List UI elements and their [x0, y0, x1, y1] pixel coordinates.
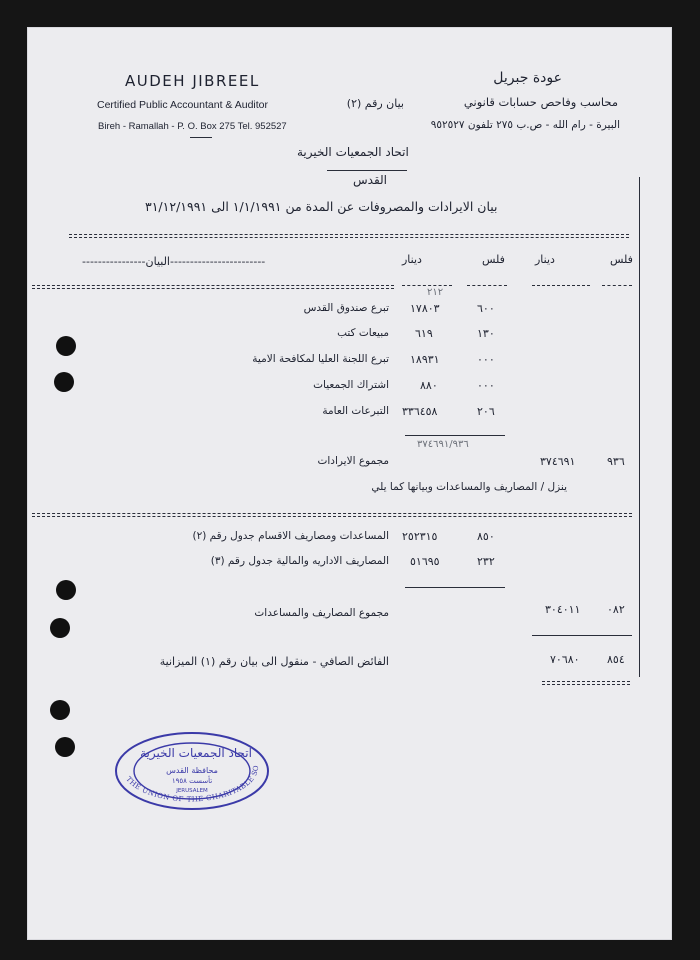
- name-ar: عودة جبريل: [493, 70, 562, 86]
- binder-hole: [50, 618, 70, 638]
- title-en: Certified Public Accountant & Auditor: [97, 99, 269, 111]
- binder-hole: [55, 737, 75, 757]
- document-page: AUDEH JIBREEL Certified Public Accountant & Auditor Bireh - Ramallah - P. O. Box 275 Tel. 952527 عودة جبريل محاسب وفاحص حسابات قانوني البيرة - رام الله - ص.ب ٢٧٥ تلفون ٩٥٢٥٢٧ بيان رقم (٢) اتحاد الجمعيات الخيرية القدس بيان الايرادات والمصروفات عن المدة من ١/١/١٩٩١ الى ٣١/١٢/١٩٩١ ------------------------البيان---------------- دينار فلس دينار فلس ٢١٢ تبرع صندوق القدس ١٧٨٠٣ ٦٠٠ مبيعات كتب ٦١٩ ١٣٠ تبرع اللجنة العليا لمكافحة الامية ١٨٩٣١ ٠٠٠ اشتراك الجمعيات ٨٨٠ ٠٠٠ التبرعات العامة ٣٣٦٤٥٨ ٢٠٦ ٣٧٤٦٩١/٩٣٦ مجموع الايرادات ٣٧٤٦٩١ ٩٣٦ ينزل / المصاريف والمساعدات وبيانها كما يلي المساعدات ومصاريف الاقسام جدول رقم (٢) ٢٥٢٣١٥ ٨٥٠ المصاريف الاداريه والمالية جدول رقم (٣) ٥١٦٩٥ ٢٣٢ مجموع المصاريف والمساعدات ٣٠٤٠١١ ٠٨٢ الفائض الصافي - منقول الى بيان رقم (١) الميزانية ٧٠٦٨٠ ٨٥٤ THE UNION OF THE CHARITABLE SO اتحاد الجمعيات الخيرية محافظة القدس تأسست ١٩٥٨ JERUSALEM: [27, 27, 672, 940]
- svg-text:اتحاد الجمعيات الخيرية: اتحاد الجمعيات الخيرية: [140, 746, 252, 760]
- org-heading: اتحاد الجمعيات الخيرية: [297, 145, 409, 159]
- binder-hole: [50, 700, 70, 720]
- address-ar: البيرة - رام الله - ص.ب ٢٧٥ تلفون ٩٥٢٥٢٧: [430, 119, 620, 131]
- society-stamp: [112, 727, 272, 821]
- name-en: AUDEH JIBREEL: [125, 72, 260, 90]
- svg-text:JERUSALEM: JERUSALEM: [176, 788, 208, 794]
- col-dinar-outer: دينار: [535, 253, 555, 266]
- city-heading: القدس: [353, 173, 388, 187]
- col-dinar-inner: دينار: [402, 253, 422, 266]
- svg-text:تأسست ١٩٥٨: تأسست ١٩٥٨: [171, 777, 213, 785]
- svg-text:THE UNION OF THE CHARITABLE SO: THE UNION OF THE CHARITABLE SO: [124, 764, 261, 804]
- address-en: Bireh - Ramallah - P. O. Box 275 Tel. 952527: [98, 121, 287, 132]
- binder-hole: [54, 372, 74, 392]
- col-statement: ------------------------البيان----------------: [82, 255, 266, 268]
- binder-hole: [56, 336, 76, 356]
- pencil-annotation-sum: ٣٧٤٦٩١/٩٣٦: [417, 439, 469, 450]
- title-ar: محاسب وفاحص حسابات قانوني: [463, 95, 618, 109]
- svg-text:محافظة القدس: محافظة القدس: [166, 766, 218, 775]
- binder-hole: [56, 580, 76, 600]
- pencil-annotation-top: ٢١٢: [427, 287, 444, 298]
- col-fils-inner: فلس: [482, 253, 505, 266]
- period-heading: بيان الايرادات والمصروفات عن المدة من ١/١/١٩٩١ الى ٣١/١٢/١٩٩١: [145, 199, 498, 214]
- statement-number: بيان رقم (٢): [346, 97, 404, 110]
- col-fils-outer: فلس: [610, 253, 633, 266]
- deduct-note: ينزل / المصاريف والمساعدات وبيانها كما يلي: [371, 481, 567, 493]
